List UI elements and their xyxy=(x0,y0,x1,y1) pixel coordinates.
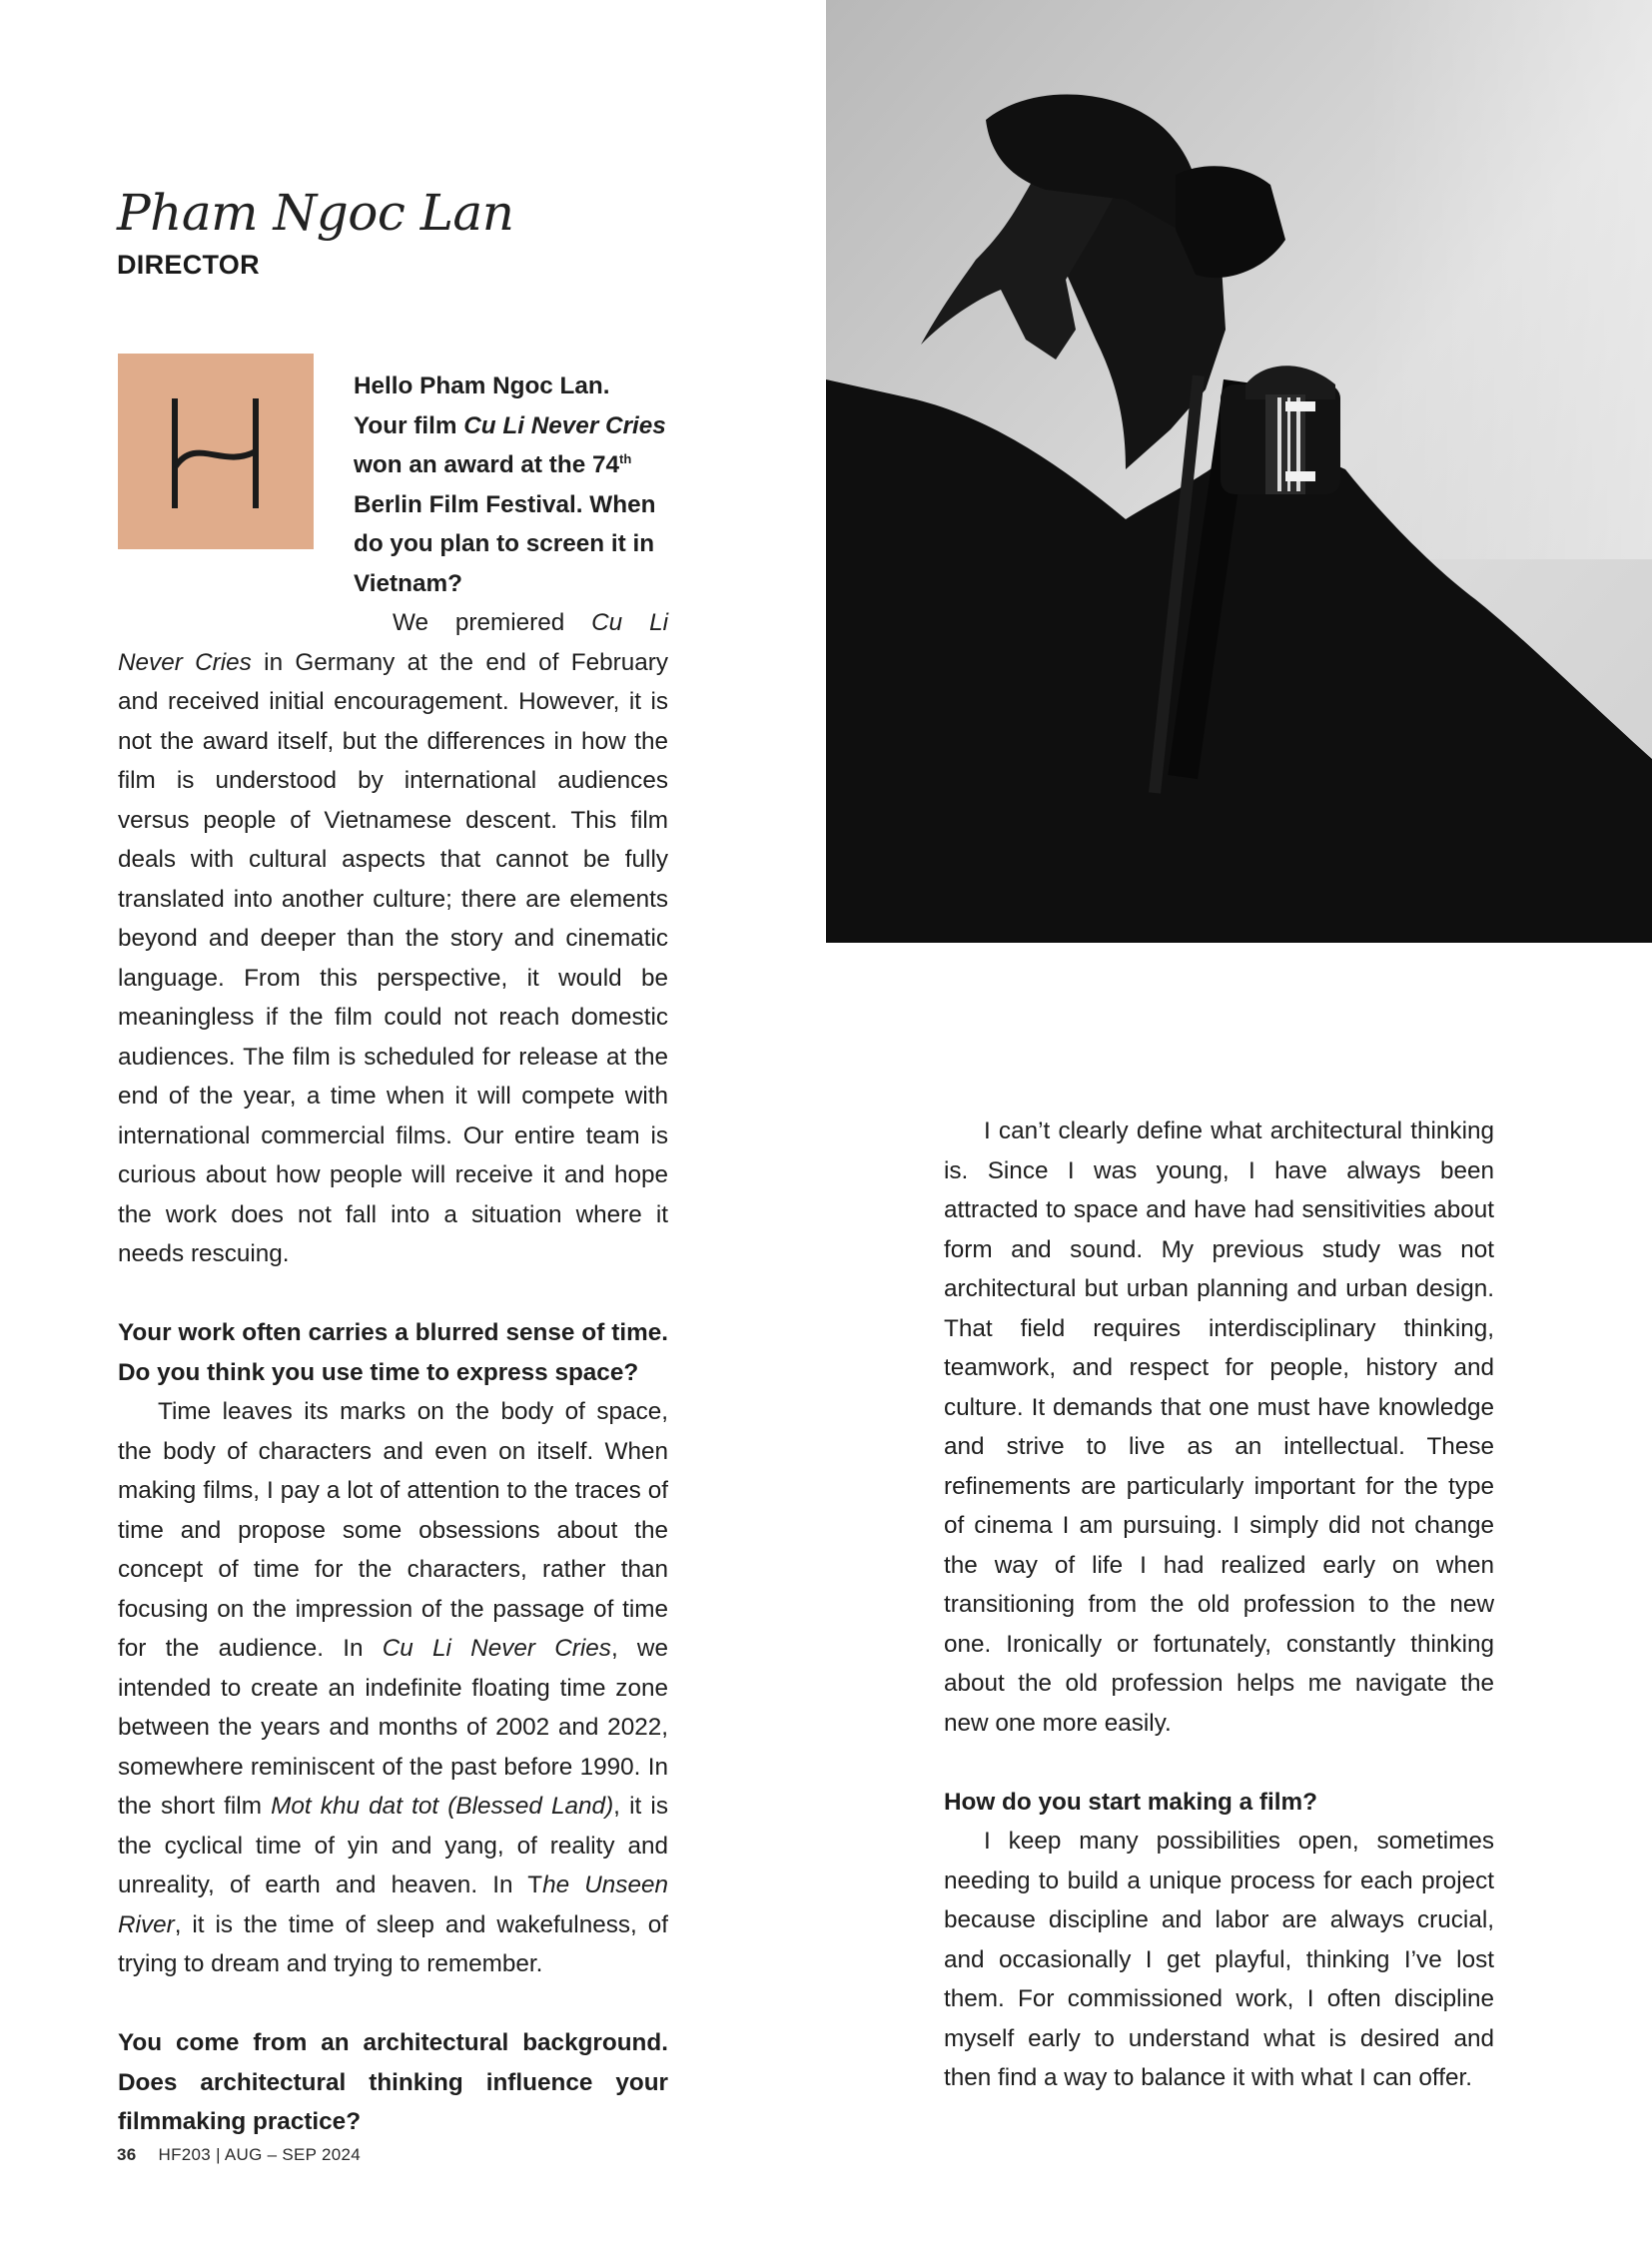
intro-answer: We premiered Cu Li Never Cries in Germany at the end of February and received initial encouragement. However, it is not the award itself, but the differences in how the film is understood by international audiences versus people of Vietnamese descent. This film deals with cultural aspects that cannot be fully translated into another culture; there are elements beyond and deeper than the story and cinematic language. From this perspective, it would be meaningless if the film could not reach domestic audiences. The film is scheduled for release at the end of the year, a time when it will compete with international commercial films. Our entire team is curious about how people will receive it and hope the work does not fall into a situation where it needs rescuing. xyxy=(118,609,668,1267)
question-start: How do you start making a film? xyxy=(944,1788,1317,1816)
issue-info: HF203 | AUG – SEP 2024 xyxy=(158,2145,362,2164)
photographer-silhouette-image xyxy=(826,0,1652,943)
answer-architecture: I can’t clearly define what architectural thinking is. Since I was young, I have always been attracted to space and have had sensitivities about form and sound. My previous study was not architectural but urban planning and urban design. That field requires interdisciplinary thinking, teamwork, and respect for people, history and culture. It demands that one must have knowledge and strive to live as an intellectual. These refinements are particularly important for the type of cinema I am pursuing. I simply did not change the way of life I had realized early on when transitioning from the old profession to the new one. Ironically or fortunately, constantly thinking about the old profession helps me navigate the new one more easily. xyxy=(944,1118,1494,1737)
answer-start: I keep many possibilities open, sometimes needing to build a unique process for each project because discipline and labor are always crucial, and occasionally I get playful, thinking I’ve lost them. For commissioned work, I often discipline myself early to understand what is desired and then find a way to balance it with what I can offer. xyxy=(944,1828,1494,2091)
question-architecture: You come from an architectural background. Does architectural thinking influence your filmmaking practice? xyxy=(118,2029,668,2135)
question-time: Your work often carries a blurred sense of time. Do you think you use time to express space? xyxy=(118,1319,668,1386)
article-left-column xyxy=(118,367,668,2142)
director-photo xyxy=(826,0,1652,943)
intro-question: Hello Pham Ngoc Lan. Your film Cu Li Never Cries won an award at the 74th Berlin Film Festival. When do you plan to screen it in Vietnam? xyxy=(354,373,666,597)
interviewee-role: DIRECTOR xyxy=(117,250,260,280)
page-number: 36 xyxy=(117,2145,137,2164)
answer-time: Time leaves its marks on the body of space, the body of characters and even on itself. When making films, I pay a lot of attention to the traces of time and propose some obsessions about the concept of time for the characters, rather than focusing on the impression of the passage of time for the audience. In Cu Li Never Cries, we intended to create an indefinite floating time zone between the years and months of 2002 and 2022, somewhere reminiscent of the past before 1990. In the short film Mot khu dat tot (Blessed Land), it is the cyclical time of yin and yang, of reality and unreality, of earth and heaven. In The Unseen River, it is the time of sleep and wakefulness, of trying to dream and trying to remember. xyxy=(118,1398,668,1977)
page-footer xyxy=(117,2145,361,2165)
article-right-column xyxy=(944,1112,1494,2098)
interviewee-name: Pham Ngoc Lan xyxy=(117,184,514,242)
